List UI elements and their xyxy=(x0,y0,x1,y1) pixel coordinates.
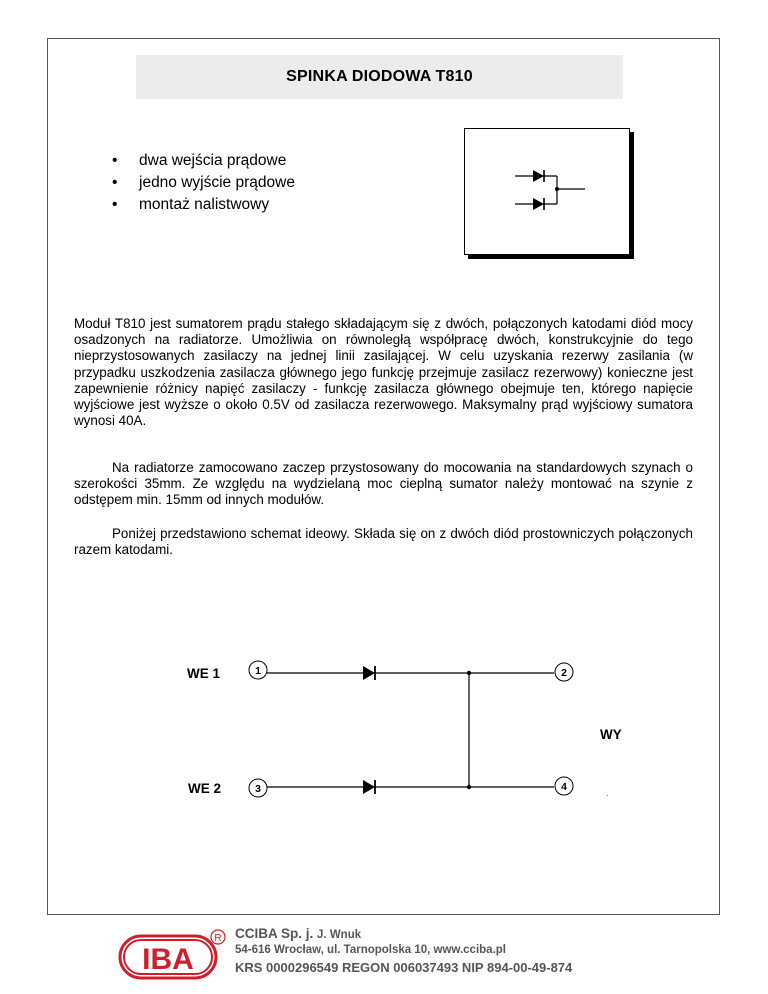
logo-text: IBA xyxy=(142,943,194,976)
diode-pair-symbol-icon xyxy=(465,129,629,254)
junction-dot xyxy=(467,785,471,789)
page-title: SPINKA DIODOWA T810 xyxy=(286,68,473,85)
terminal-4-label: 4 xyxy=(561,781,567,793)
terminal-1-label: 1 xyxy=(255,665,261,677)
bullet-icon: • xyxy=(112,152,118,169)
diode2-icon xyxy=(363,780,375,794)
feature-text: jedno wyjście prądowe xyxy=(139,174,295,191)
iba-logo-icon xyxy=(118,928,228,984)
schematic-intro-paragraph: Poniżej przedstawiono schemat ideowy. Składa się on z dwóch diód prostowniczych połączonych razem katodami. xyxy=(74,526,693,558)
junction-dot xyxy=(467,671,471,675)
stray-mark: . xyxy=(606,788,609,799)
feature-text: dwa wejścia prądowe xyxy=(139,152,287,169)
feature-item xyxy=(112,150,295,172)
terminal-3-label: 3 xyxy=(255,783,261,795)
feature-item xyxy=(112,172,295,194)
schematic-diagram xyxy=(150,640,590,810)
bullet-icon: • xyxy=(112,196,118,213)
company-registry: KRS 0000296549 REGON 006037493 NIP 894-00-49-874 xyxy=(235,960,573,975)
output-label: WY xyxy=(600,727,622,742)
input1-label: WE 1 xyxy=(187,666,221,681)
terminal-2-label: 2 xyxy=(561,667,567,679)
description-paragraph: Moduł T810 jest sumatorem prądu stałego składającym się z dwóch, połączonych katodami diód mocy osadzonych na radiatorze. Umożliwia on równoległą współpracę dwóch, konstrukcyjnie do tego nieprzystosowanych zasilaczy na jednej linii zasilającej. W celu uzyskania rezerwy zasilania (w przypadku uszkodzenia zasilacza głównego jego funkcję przejmuje zasilacz rezerwowy) konieczne jest zapewnienie różnicy napięć zasilaczy - funkcję zasilacza głównego obejmuje ten, którego napięcie wyjściowe jest wyższe o około 0.5V od zasilacza rezerwowego. Maksymalny prąd wyjściowy sumatora wynosi 40A. xyxy=(74,316,693,429)
diode-symbol-box xyxy=(464,128,630,255)
input2-label: WE 2 xyxy=(188,781,222,796)
feature-item xyxy=(112,194,295,216)
company-name-line xyxy=(235,926,572,941)
footer-divider xyxy=(47,914,720,915)
company-info xyxy=(235,926,572,975)
diode1-icon xyxy=(363,666,375,680)
company-name: CCIBA Sp. j. xyxy=(235,926,314,941)
feature-text: montaż nalistwowy xyxy=(139,196,270,213)
company-owner: J. Wnuk xyxy=(317,929,362,941)
bullet-icon: • xyxy=(112,174,118,191)
mounting-paragraph: Na radiatorze zamocowano zaczep przystosowany do mocowania na standardowych szynach o szerokości 35mm. Ze względu na wydzielaną moc cieplną sumator należy montować na szynie z odstępem min. 15mm od innych modułów. xyxy=(74,460,693,508)
company-address: 54-616 Wrocław, ul. Tarnopolska 10, www.cciba.pl xyxy=(235,944,506,956)
feature-list xyxy=(112,150,295,216)
title-banner xyxy=(136,55,623,99)
registered-mark: R xyxy=(214,933,222,944)
